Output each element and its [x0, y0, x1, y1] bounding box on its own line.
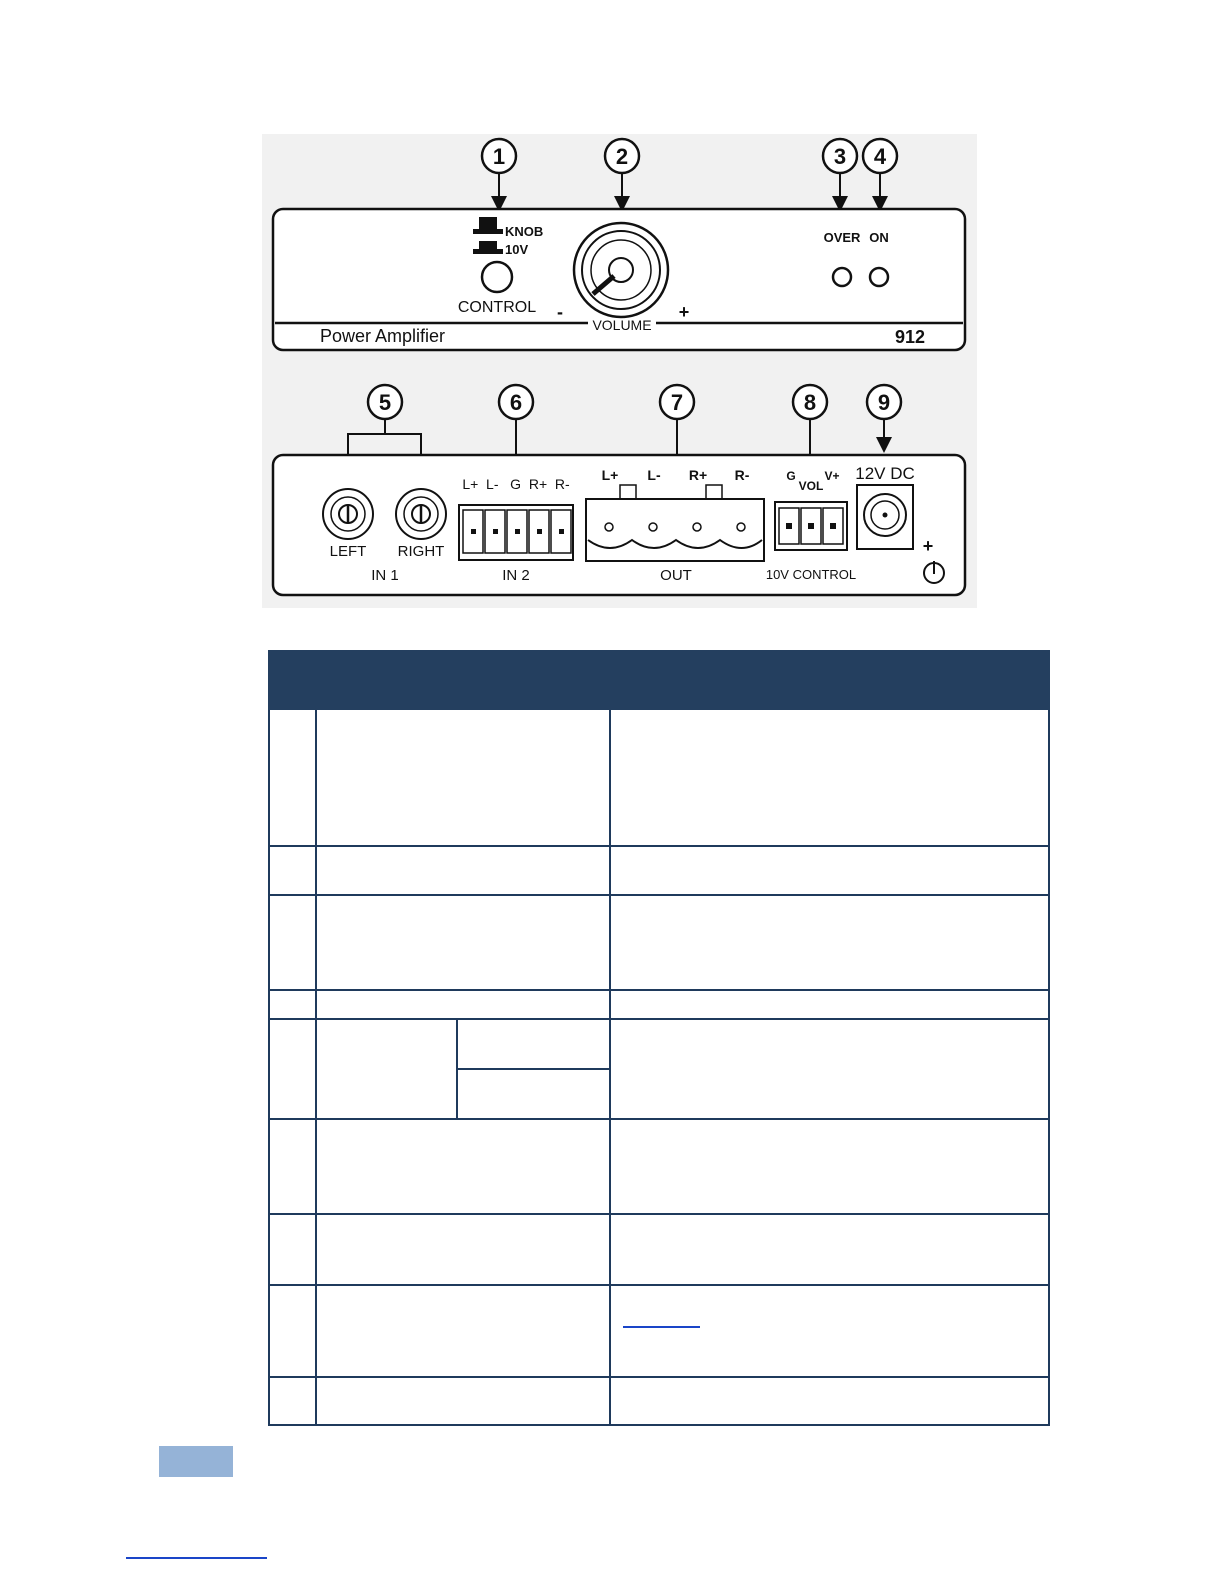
callout-3 [823, 139, 857, 204]
svg-text:Power Amplifier: Power Amplifier [320, 326, 446, 346]
svg-text:7: 7 [670, 390, 684, 415]
svg-text:ON: ON [869, 230, 889, 245]
svg-text:912: 912 [894, 327, 925, 347]
in2-terminal-block-icon [459, 505, 573, 560]
svg-text:R-: R- [734, 467, 750, 483]
svg-text:6: 6 [509, 390, 523, 415]
volume-knob-icon [574, 223, 668, 317]
svg-text:V+: V+ [824, 469, 840, 483]
control-button-icon [482, 262, 512, 292]
svg-text:10V CONTROL: 10V CONTROL [765, 567, 857, 582]
svg-text:VOLUME: VOLUME [592, 317, 652, 333]
svg-text:-: - [557, 302, 563, 322]
svg-text:8: 8 [803, 390, 817, 415]
on-led-icon [870, 268, 888, 286]
callout-2 [605, 139, 639, 204]
table-row [269, 1019, 1049, 1069]
rca-left-icon [323, 489, 373, 539]
svg-text:5: 5 [378, 390, 392, 415]
svg-text:2: 2 [615, 144, 629, 169]
svg-text:VOL: VOL [798, 479, 824, 493]
front-panel [273, 209, 965, 350]
svg-text:9: 9 [877, 390, 891, 415]
link-underline[interactable] [623, 1326, 700, 1328]
svg-text:L-: L- [647, 467, 661, 483]
dc-jack-icon [857, 485, 913, 549]
footer-link-underline[interactable] [126, 1557, 267, 1559]
svg-text:L+ L- G R+ R-: L+ L- G R+ R- [462, 476, 570, 492]
svg-text:G: G [786, 469, 796, 483]
svg-text:LEFT: LEFT [329, 543, 367, 560]
svg-text:R+: R+ [688, 467, 708, 483]
table-row [269, 990, 1049, 1019]
table-row [269, 1119, 1049, 1214]
svg-text:1: 1 [492, 144, 506, 169]
page-number-badge [159, 1446, 233, 1477]
feature-table [268, 650, 1050, 1426]
svg-text:IN 1: IN 1 [371, 567, 399, 584]
callout-9 [867, 385, 901, 445]
svg-text:+: + [678, 302, 690, 322]
table-row [269, 1377, 1049, 1425]
svg-text:OUT: OUT [660, 567, 692, 584]
svg-text:+: + [922, 536, 934, 556]
svg-text:RIGHT: RIGHT [397, 543, 445, 560]
svg-text:4: 4 [873, 144, 887, 169]
vol-control-terminal-icon [775, 502, 847, 550]
table-row [269, 709, 1049, 846]
svg-text:10V: 10V [505, 242, 529, 257]
rca-right-icon [396, 489, 446, 539]
svg-text:CONTROL: CONTROL [457, 299, 537, 316]
svg-text:L+: L+ [601, 467, 619, 483]
table-row [269, 895, 1049, 990]
device-diagram [0, 0, 1225, 640]
callout-4 [863, 139, 897, 204]
over-led-icon [833, 268, 851, 286]
svg-text:3: 3 [833, 144, 847, 169]
table-header-row [269, 651, 1049, 709]
table-row [269, 1285, 1049, 1377]
rear-panel [273, 455, 965, 595]
svg-text:IN 2: IN 2 [502, 567, 530, 584]
table-row [269, 1214, 1049, 1285]
svg-text:KNOB: KNOB [505, 224, 544, 239]
table-row [269, 846, 1049, 895]
callout-1 [482, 139, 516, 204]
svg-text:12V DC: 12V DC [855, 464, 915, 483]
svg-text:OVER: OVER [823, 230, 861, 245]
